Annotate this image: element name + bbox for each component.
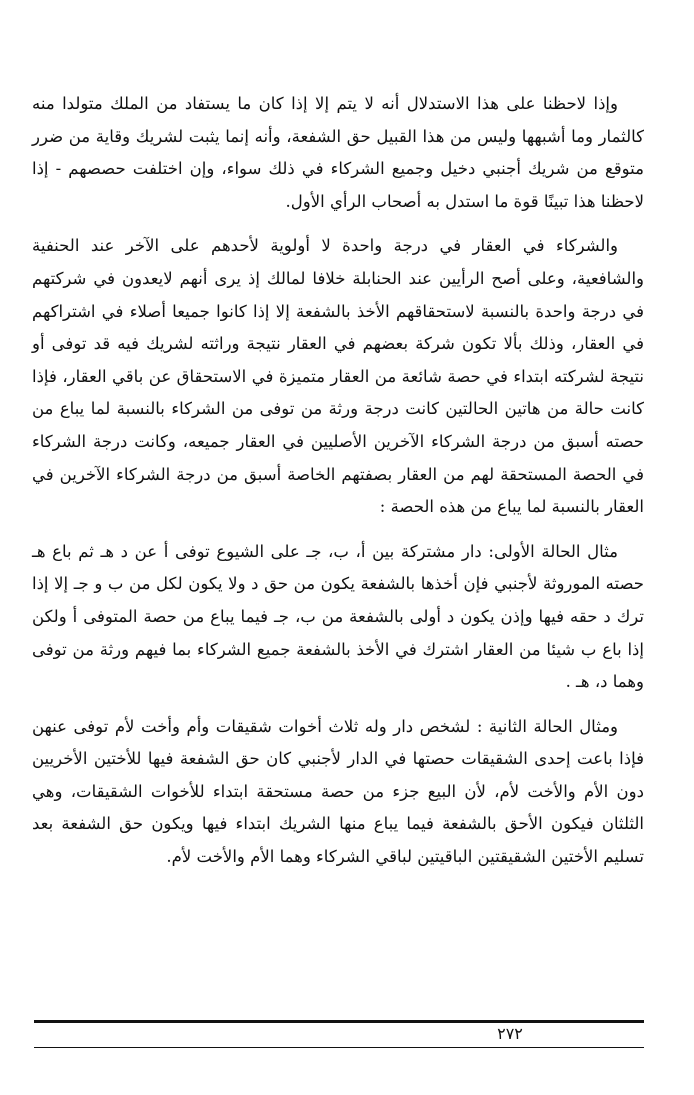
footer-rule-thin <box>34 1047 644 1048</box>
footer-rule-thick <box>34 1020 644 1023</box>
page-number: ٢٧٢ <box>497 1024 523 1043</box>
paragraph-4: ومثال الحالة الثانية : لشخص دار وله ثلاث أخوات شقيقات وأم وأخت لأم توفى عنهن فإذا باعت إحدى الشقيقات حصتها في الدار لأجنبي كان حق الشفعة فيها للأختين الأخريين دون الأم والأخت لأم، لأن البيع جزء من حصة مستحقة ابتداء للأخوات الشقيقات، وهي الثلثان فيكون الأحق بالشفعة فيما يباع منها الشريك ابتداء فيها ويكون حق الشفعة بعد تسليم الأختين الشقيقتين الباقيتين لباقي الشركاء وهما الأم والأخت لأم. <box>32 716 644 867</box>
paragraph-1: وإذا لاحظنا على هذا الاستدلال أنه لا يتم إلا إذا كان ما يستفاد من الملك متولدا منه كالثمار وما أشبهها وليس من هذا القبيل حق الشفعة، وأنه إنما يثبت لشريك وقاية من ضرر متوقع من شريك أجنبي دخيل وجميع الشركاء في ذلك سواء، وإن اختلفت حصصهم - إذا لاحظنا هذا تبينًا قوة ما استدل به أصحاب الرأي الأول. <box>32 94 644 211</box>
paragraph-3: مثال الحالة الأولى: دار مشتركة بين أ، ب، جـ على الشيوع توفى أ عن د هـ ثم باع هـ حصته الموروثة لأجنبي فإن أخذها بالشفعة يكون من حق د ولا يكون لكل من ب و جـ إلا إذا ترك د حقه فيها وإذن يكون د أولى بالشفعة من ب، جـ فيما يباع من حصة المتوفى أ ولكن إذا باع ب شيئا من العقار اشترك في الأخذ بالشفعة جميع الشركاء بما فيهم ورثة من توفى وهما د، هـ . <box>32 541 644 692</box>
paragraph-2: والشركاء في العقار في درجة واحدة لا أولوية لأحدهم على الآخر عند الحنفية والشافعية، وعلى أصح الرأيين عند الحنابلة خلافا لمالك إذ يرى أنهم لايعدون في شركتهم في درجة واحدة بالنسبة لاستحقاقهم الأخذ بالشفعة إلا إذا كانوا جميعا أصلاء في اشتراكهم في العقار، وذلك بألا تكون شركة بعضهم في العقار نتيجة وراثته لشريك فيه قد توفى أو نتيجة لشركته ابتداء في حصة شائعة من العقار متميزة في الاستحقاق عن باقي العقار، فإذا كانت حالة من هاتين الحالتين كانت درجة ورثة من توفى من الشركاء بالنسبة لما يباع من حصته أسبق من درجة الشركاء الآخرين الأصليين في العقار جميعه، وكانت درجة الشركاء في الحصة المستحقة لهم من العقار بصفتهم الخاصة أسبق من درجة الشركاء الآخرين في العقار بالنسبة لما يباع من هذه الحصة : <box>32 236 644 517</box>
page-body <box>32 88 644 886</box>
